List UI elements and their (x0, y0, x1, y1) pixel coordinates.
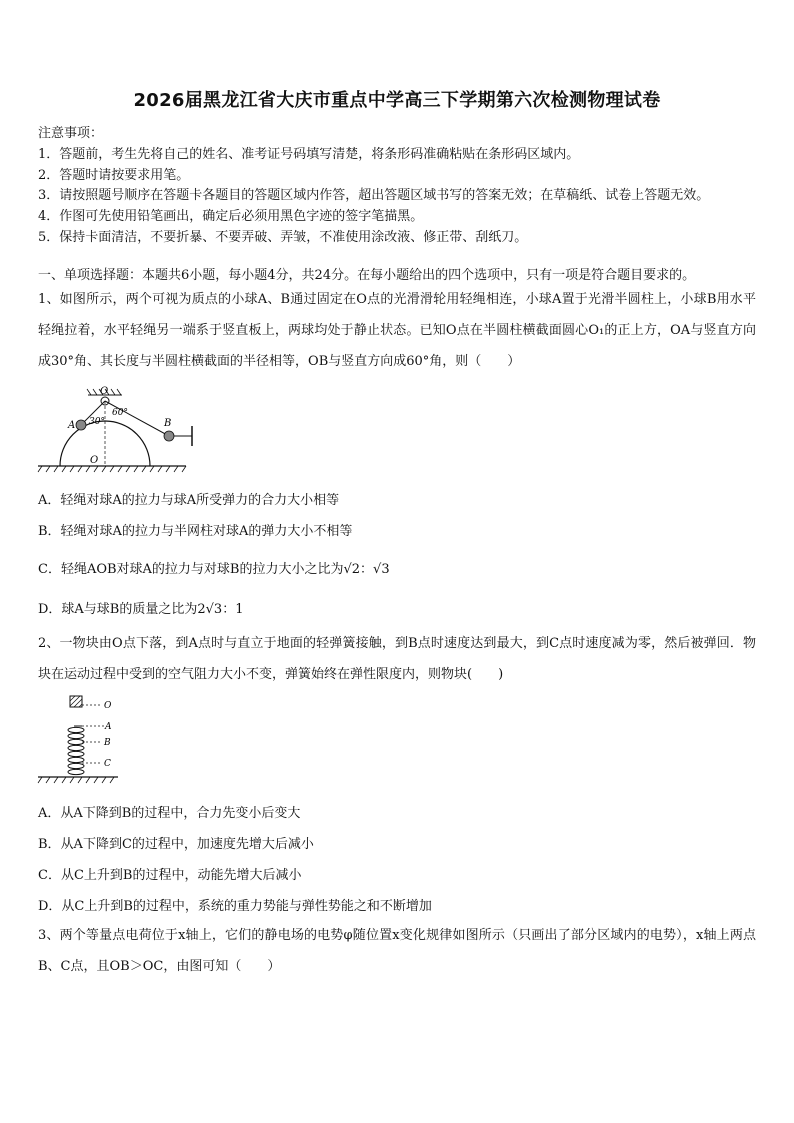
label-b: B (164, 418, 172, 429)
label-30-degrees: 30° (89, 417, 105, 427)
notice-item: 2．答题时请按要求用笔。 (38, 168, 190, 183)
notice-item: 1．答题前，考生先将自己的姓名、准考证号码填写清楚，将条形码准确粘贴在条形码区域内。 (38, 147, 580, 162)
question-1-stem: 1、如图所示，两个可视为质点的小球A、B通过固定在O点的光滑滑轮用轻绳相连，小球A置于光滑半圆柱上，小球B用水平轻绳拉着，水平轻绳另一端系于竖直板上，两球均处于静止状态。已知O点在半圆柱横截面圆心O₁的正上方，OA与竖直方向成30°角、其长度与半圆柱横截面的半径相等，OB与竖直方向成60°角，则（ ） (38, 292, 756, 369)
label-a: A (105, 722, 112, 732)
question-3-stem: 3、两个等量点电荷位于x轴上，它们的静电场的电势φ随位置x变化规律如图所示（只画出了部分区域内的电势），x轴上两点B、C点，且OB＞OC，由图可知（ ） (38, 928, 756, 974)
label-o-top: O (100, 386, 109, 397)
notice-item: 5．保持卡面清洁，不要折暴、不要弄破、弄皱，不准使用涂改液、修正带、刮纸刀。 (38, 230, 528, 245)
notice-item: 4．作图可先使用铅笔画出，确定后必须用黑色字迹的签字笔描黑。 (38, 209, 424, 224)
question-1-option-a: A．轻绳对球A的拉力与球A所受弹力的合力大小相等 (38, 493, 340, 508)
question-2-option-c: C．从C上升到B的过程中，动能先增大后减小 (38, 868, 302, 883)
label-60-degrees: 60° (112, 408, 128, 418)
question-2-option-b: B．从A下降到C的过程中，加速度先增大后减小 (38, 837, 314, 852)
label-o-center: O (90, 455, 99, 466)
label-o: O (104, 701, 112, 711)
section-heading: 一、单项选择题：本题共6小题，每小题4分，共24分。在每小题给出的四个选项中，只有一项是符合题目要求的。 (38, 268, 696, 283)
question-2-figure (36, 692, 126, 788)
question-2-option-a: A．从A下降到B的过程中，合力先变小后变大 (38, 806, 301, 821)
question-2-stem: 2、一物块由O点下落，到A点时与直立于地面的轻弹簧接触，到B点时速度达到最大，到C点时速度减为零，然后被弹回．物块在运动过程中受到的空气阻力大小不变，弹簧始终在弹性限度内，则物块( ) (38, 636, 756, 682)
question-2-option-d: D．从C上升到B的过程中，系统的重力势能与弹性势能之和不断增加 (38, 899, 432, 914)
label-b: B (104, 738, 111, 748)
question-1-figure (36, 384, 226, 476)
page-title: 2026届黑龙江省大庆市重点中学高三下学期第六次检测物理试卷 (133, 90, 661, 111)
question-1-option-d: D．球A与球B的质量之比为2√3：1 (38, 602, 244, 617)
notice-heading: 注意事项： (38, 126, 104, 141)
label-c: C (104, 759, 111, 769)
label-a: A (68, 420, 76, 431)
question-1-option-c: C．轻绳AOB对球A的拉力与对球B的拉力大小之比为√2：√3 (38, 562, 390, 577)
question-1-option-b: B．轻绳对球A的拉力与半网柱对球A的弹力大小不相等 (38, 524, 353, 539)
notice-item: 3．请按照题号顺序在答题卡各题目的答题区域内作答，超出答题区域书写的答案无效；在草稿纸、试卷上答题无效。 (38, 188, 710, 203)
